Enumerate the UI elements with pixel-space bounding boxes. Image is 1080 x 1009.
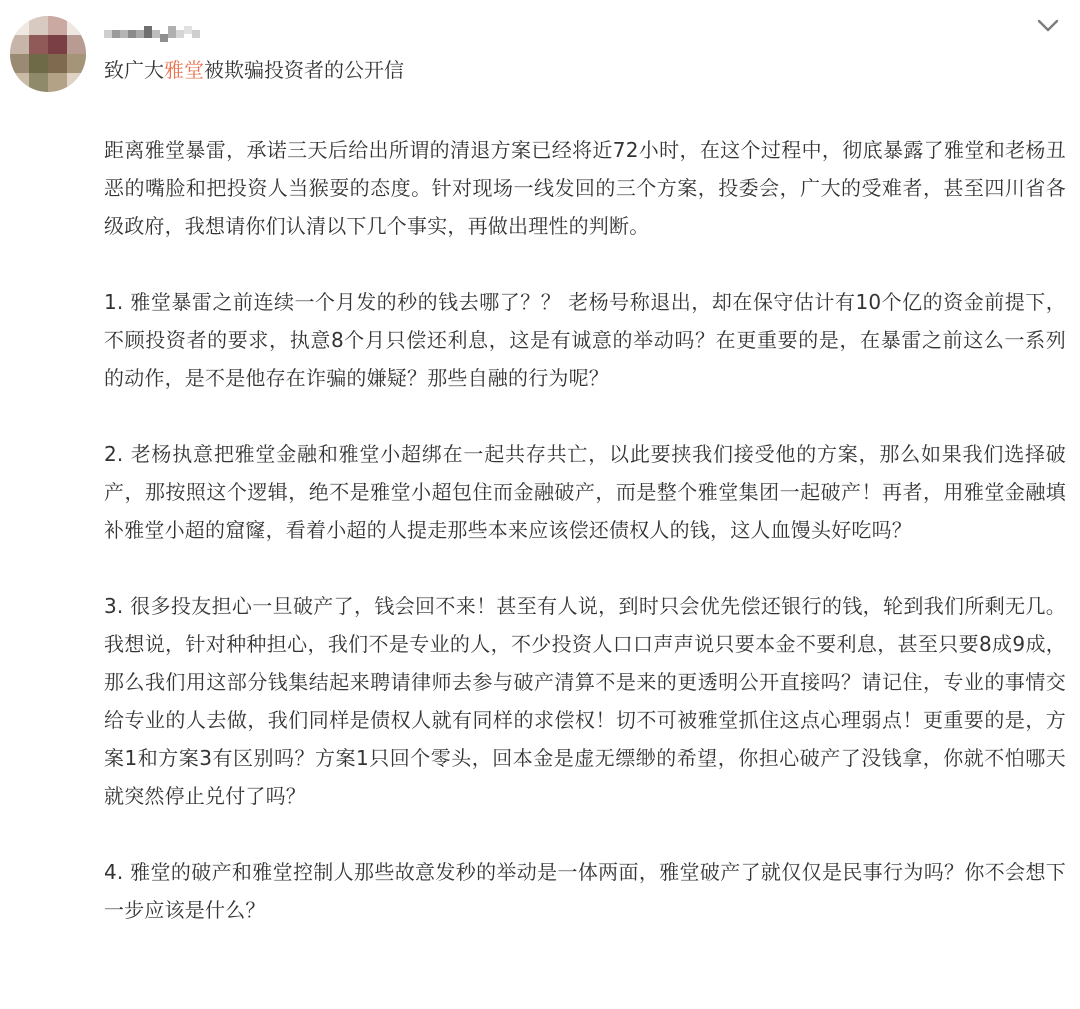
paragraph-intro: 距离雅堂暴雷，承诺三天后给出所谓的清退方案已经将近72小时，在这个过程中，彻底暴露了雅堂和老杨丑恶的嘴脸和把投资人当猴耍的态度。针对现场一线发回的三个方案，投委会，广大的受难者，甚至四川省各级政府，我想请你们认清以下几个事实，再做出理性的判断。 (104, 138, 1066, 238)
paragraph-point-1: 1. 雅堂暴雷之前连续一个月发的秒的钱去哪了？？ 老杨号称退出，却在保守估计有10个亿的资金前提下，不顾投资者的要求，执意8个月只偿还利息，这是有诚意的举动吗？在更重要的是，在暴雷之前这么一系列的动作，是不是他存在诈骗的嫌疑？那些自融的行为呢？ (104, 290, 1066, 390)
chevron-down-icon[interactable] (1032, 10, 1064, 42)
title-prefix: 致广大 (104, 58, 164, 82)
username-blurred[interactable] (104, 20, 204, 46)
paragraph-point-2: 2. 老杨执意把雅堂金融和雅堂小超绑在一起共存共亡，以此要挟我们接受他的方案，那么如果我们选择破产，那按照这个逻辑，绝不是雅堂小超包住而金融破产，而是整个雅堂集团一起破产！再者，用雅堂金融填补雅堂小超的窟窿，看着小超的人提走那些本来应该偿还债权人的钱，这人血馒头好吃吗？ (104, 442, 1066, 542)
title-topic-link[interactable]: 雅堂 (164, 58, 204, 82)
post-title (104, 55, 404, 85)
title-suffix: 被欺骗投资者的公开信 (204, 58, 404, 82)
pixelated-username-image (104, 20, 204, 46)
paragraph-point-3: 3. 很多投友担心一旦破产了，钱会回不来！甚至有人说，到时只会优先偿还银行的钱，轮到我们所剩无几。我想说，针对种种担心，我们不是专业的人，不少投资人口口声声说只要本金不要利息，甚至只要8成9成，那么我们用这部分钱集结起来聘请律师去参与破产清算不是来的更透明公开直接吗？请记住，专业的事情交给专业的人去做，我们同样是债权人就有同样的求偿权！切不可被雅堂抓住这点心理弱点！更重要的是，方案1和方案3有区别吗？方案1只回个零头，回本金是虚无缥缈的希望，你担心破产了没钱拿，你就不怕哪天就突然停止兑付了吗？ (104, 594, 1066, 808)
avatar[interactable] (10, 16, 86, 92)
post-body (104, 131, 1066, 929)
pixelated-avatar-image (10, 16, 86, 92)
paragraph-point-4: 4. 雅堂的破产和雅堂控制人那些故意发秒的举动是一体两面，雅堂破产了就仅仅是民事行为吗？你不会想下一步应该是什么？ (104, 860, 1066, 922)
